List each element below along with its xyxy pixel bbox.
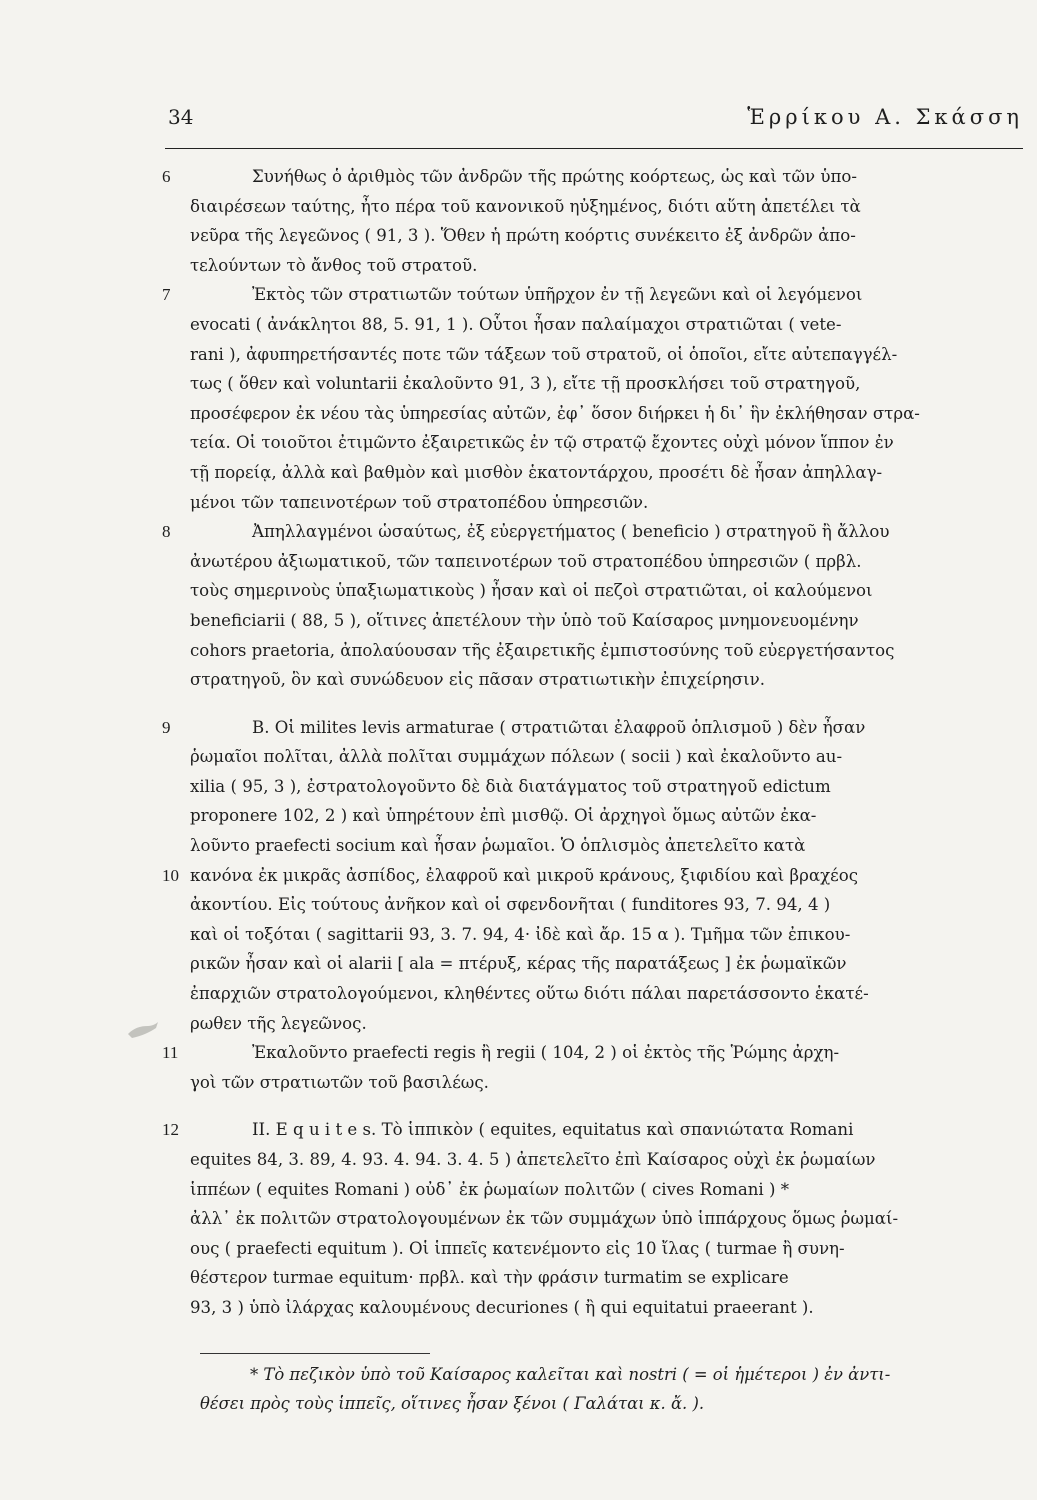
paragraph-11 xyxy=(162,1038,1018,1097)
margin-number: 11 xyxy=(162,1043,179,1063)
paragraph-gap xyxy=(190,1097,1018,1115)
paragraph-gap xyxy=(190,695,1018,713)
text-line: evocati ( ἀνάκλητοι 88, 5. 91, 1 ). Οὗτοι ἦσαν παλαίμαχοι στρατιῶται ( vete- xyxy=(190,314,842,334)
text-line: Ἀπηλλαγμένοι ὡσαύτως, ἐξ εὐεργετήματος ( beneficio ) στρατηγοῦ ἢ ἄλλου xyxy=(252,522,890,542)
text-line: ἱππέων ( equites Romani ) οὐδ᾽ ἐκ ῥωμαίων πολιτῶν ( cives Romani ) * xyxy=(190,1179,790,1199)
text-line: ῥωμαῖοι πολῖται, ἀλλὰ πολῖται συμμάχων πόλεων ( socii ) καὶ ἐκαλοῦντο au- xyxy=(190,747,843,767)
paragraph-12 xyxy=(162,1115,1018,1322)
text-line: proponere 102, 2 ) καὶ ὑπηρέτουν ἐπὶ μισθῷ. Οἱ ἀρχηγοὶ ὅμως αὐτῶν ἐκα- xyxy=(190,806,817,826)
text-line: ἀλλ᾽ ἐκ πολιτῶν στρατολογουμένων ἐκ τῶν συμμάχων ὑπὸ ἱππάρχους ὅμως ῥωμαί- xyxy=(190,1209,899,1229)
text-line: στρατηγοῦ, ὃν καὶ συνώδευον εἰς πᾶσαν στρατιωτικὴν ἐπιχείρησιν. xyxy=(190,670,765,690)
text-line: rani ), ἀφυπηρετήσαντές ποτε τῶν τάξεων τοῦ στρατοῦ, οἱ ὁποῖοι, εἴτε αὐτεπαγγέλ- xyxy=(190,344,898,364)
text-line: νεῦρα τῆς λεγεῶνος ( 91, 3 ). Ὅθεν ἡ πρώτη κοόρτις συνέκειτο ἐξ ἀνδρῶν ἀπο- xyxy=(190,226,856,246)
footnote-line: * Τὸ πεζικὸν ὑπὸ τοῦ Καίσαρος καλεῖται καὶ nostri ( = οἱ ἡμέτεροι ) ἐν ἀντι- xyxy=(250,1365,891,1384)
text-line: ἀνωτέρου ἀξιωματικοῦ, τῶν ταπεινοτέρων τοῦ στρατοπέδου ὑπηρεσιῶν ( πρβλ. xyxy=(190,551,862,571)
text-line: ους ( praefecti equitum ). Οἱ ἱππεῖς κατενέμοντο εἰς 10 ἴλας ( turmae ἢ συνη- xyxy=(190,1238,845,1258)
paragraph-9 xyxy=(162,713,1018,1039)
text-line: II. E q u i t e s. Τὸ ἱππικὸν ( equites, equitatus καὶ σπανιώτατα Romani xyxy=(252,1120,854,1140)
text-line: equites 84, 3. 89, 4. 93. 4. 94. 3. 4. 5 ) ἀπετελεῖτο ἐπὶ Καίσαρος οὐχὶ ἐκ ῥωμαίων xyxy=(190,1150,876,1169)
text-line: B. Οἱ milites levis armaturae ( στρατιῶται ἐλαφροῦ ὁπλισμοῦ ) δὲν ἦσαν xyxy=(252,717,866,737)
body-text xyxy=(162,162,1018,1323)
text-line: γοὶ τῶν στρατιωτῶν τοῦ βασιλέως. xyxy=(190,1072,489,1092)
text-line: cohors praetoria, ἀπολαύουσαν τῆς ἐξαιρετικῆς ἐμπιστοσύνης τοῦ εὐεργετήσαντος xyxy=(190,640,895,660)
text-line: ρωθεν τῆς λεγεῶνος. xyxy=(190,1013,367,1033)
margin-number: 9 xyxy=(162,717,171,737)
text-line: τοὺς σημερινοὺς ὑπαξιωματικοὺς ) ἦσαν καὶ οἱ πεζοὶ στρατιῶται, οἱ καλούμενοι xyxy=(190,581,873,601)
text-line: προσέφερον ἐκ νέου τὰς ὑπηρεσίας αὐτῶν, ἐφ᾽ ὅσον διήρκει ἡ δι᾽ ἣν ἐκλήθησαν στρα- xyxy=(190,403,920,423)
page-header xyxy=(168,105,1023,145)
text-line: Συνήθως ὁ ἀριθμὸς τῶν ἀνδρῶν τῆς πρώτης κοόρτεως, ὡς καὶ τῶν ὑπο- xyxy=(252,167,857,186)
paragraph-8 xyxy=(162,517,1018,695)
text-line: τεία. Οἱ τοιοῦτοι ἐτιμῶντο ἐξαιρετικῶς ἐν τῷ στρατῷ ἔχοντες οὐχὶ μόνον ἵππον ἐν xyxy=(190,433,894,453)
footnote-rule xyxy=(200,1353,430,1354)
footnote xyxy=(200,1360,1020,1418)
margin-number: 10 xyxy=(162,865,179,885)
text-line: Ἐκτὸς τῶν στρατιωτῶν τούτων ὑπῆρχον ἐν τῇ λεγεῶνι καὶ οἱ λεγόμενοι xyxy=(252,285,863,305)
text-line: τῇ πορείᾳ, ἀλλὰ καὶ βαθμὸν καὶ μισθὸν ἑκατοντάρχου, προσέτι δὲ ἦσαν ἀπηλλαγ- xyxy=(190,462,883,482)
text-line: καὶ οἱ τοξόται ( sagittarii 93, 3. 7. 94, 4· ἰδὲ καὶ ἄρ. 15 α ). Τμῆμα τῶν ἐπικου- xyxy=(190,924,851,944)
text-line: κανόνα ἐκ μικρᾶς ἀσπίδος, ἐλαφροῦ καὶ μικροῦ κράνους, ξιφιδίου καὶ βραχέος xyxy=(190,865,859,885)
margin-number: 6 xyxy=(162,167,171,186)
margin-number: 12 xyxy=(162,1120,179,1140)
paragraph-6 xyxy=(162,162,1018,280)
paragraph-7 xyxy=(162,280,1018,517)
text-line: ρικῶν ἦσαν καὶ οἱ alarii [ ala = πτέρυξ, κέρας τῆς παρατάξεως ] ἐκ ῥωμαϊκῶν xyxy=(190,954,847,974)
text-line: τως ( ὅθεν καὶ voluntarii ἐκαλοῦντο 91, 3 ), εἴτε τῇ προσκλήσει τοῦ στρατηγοῦ, xyxy=(190,374,861,394)
text-line: ἐπαρχιῶν στρατολογούμενοι, κληθέντες οὕτω διότι πάλαι παρετάσσοντο ἑκατέ- xyxy=(190,984,869,1004)
text-line: μένοι τῶν ταπεινοτέρων τοῦ στρατοπέδου ὑπηρεσιῶν. xyxy=(190,492,649,512)
text-line: 93, 3 ) ὑπὸ ἰλάρχας καλουμένους decuriones ( ἢ qui equitatui praeerant ). xyxy=(190,1297,814,1317)
footnote-line: θέσει πρὸς τοὺς ἱππεῖς, οἵτινες ἦσαν ξένοι ( Γαλάται κ. ἄ. ). xyxy=(200,1394,705,1413)
header-rule xyxy=(165,148,1023,149)
margin-number: 8 xyxy=(162,522,171,542)
text-line: beneficiarii ( 88, 5 ), οἵτινες ἀπετέλουν τὴν ὑπὸ τοῦ Καίσαρος μνημονευομένην xyxy=(190,610,859,630)
text-line: Ἐκαλοῦντο praefecti regis ἢ regii ( 104, 2 ) οἱ ἐκτὸς τῆς Ῥώμης ἀρχη- xyxy=(252,1043,840,1063)
text-line: διαιρέσεων ταύτης, ἦτο πέρα τοῦ κανονικοῦ ηὐξημένος, διότι αὕτη ἀπετέλει τὰ xyxy=(190,196,861,216)
margin-number: 7 xyxy=(162,285,171,305)
ink-smudge-mark xyxy=(126,1020,160,1042)
text-line: λοῦντο praefecti socium καὶ ἦσαν ῥωμαῖοι. Ὁ ὁπλισμὸς ἀπετελεῖτο κατὰ xyxy=(190,836,806,856)
running-head: Ἑρρίκου Α. Σκάσση xyxy=(747,105,1023,129)
text-line: ἀκοντίου. Εἰς τούτους ἀνῆκον καὶ οἱ σφενδονῆται ( funditores 93, 7. 94, 4 ) xyxy=(190,895,831,915)
text-line: θέστερον turmae equitum· πρβλ. καὶ τὴν φράσιν turmatim se explicare xyxy=(190,1268,789,1288)
page-number: 34 xyxy=(168,105,194,129)
text-line: xilia ( 95, 3 ), ἐστρατολογοῦντο δὲ διὰ διατάγματος τοῦ στρατηγοῦ edictum xyxy=(190,776,831,796)
text-line: τελούντων τὸ ἄνθος τοῦ στρατοῦ. xyxy=(190,255,478,275)
